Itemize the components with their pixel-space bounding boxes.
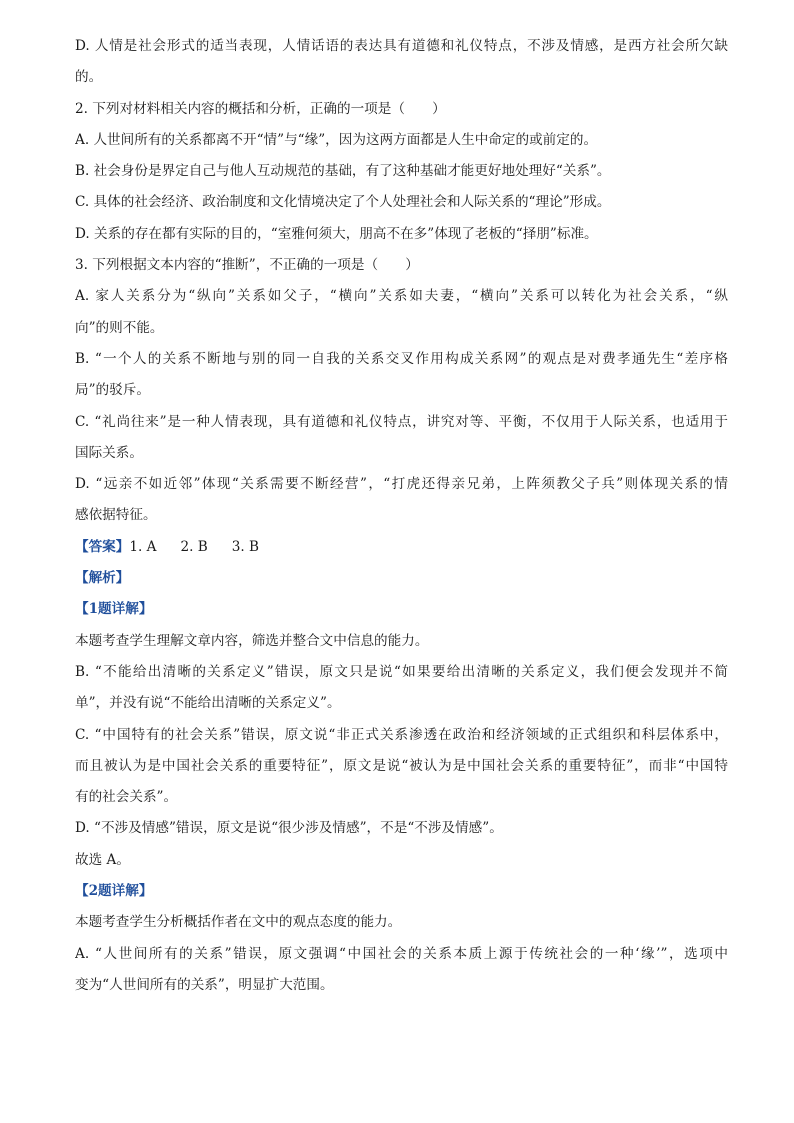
text-line: C. “礼尚往来”是一种人情表现，具有道德和礼仪特点，讲究对等、平衡，不仅用于人际关系，也适用于 bbox=[75, 413, 728, 430]
explanation-line: A. “人世间所有的关系”错误，原文强调“中国社会的关系本质上源于传统社会的一种‘缘’”，选项中 bbox=[75, 945, 728, 962]
text-line: 感依据特征。 bbox=[75, 507, 157, 524]
text-line: 局”的驳斥。 bbox=[75, 382, 150, 399]
text-line: D. “远亲不如近邻”体现“关系需要不断经营”，“打虎还得亲兄弟，上阵须教父子兵”则体现关系的情 bbox=[75, 476, 728, 493]
text-line: A. 家人关系分为“纵向”关系如父子，“横向”关系如夫妻，“横向”关系可以转化为社会关系，“纵 bbox=[75, 288, 728, 305]
explanation-line: 故选 A。 bbox=[75, 851, 130, 868]
answer-item-2: 2. B bbox=[180, 538, 208, 555]
text-line: D. 人情是社会形式的适当表现，人情话语的表达具有道德和礼仪特点，不涉及情感，是西方社会所欠缺 bbox=[75, 38, 728, 54]
explanation-line: 单”，并没有说“不能给出清晰的关系定义”。 bbox=[75, 695, 341, 712]
explanation-line: 变为“人世间所有的关系”，明显扩大范围。 bbox=[75, 976, 334, 993]
explanation-line: 【1题详解】 bbox=[75, 601, 153, 618]
text-line: A. 人世间所有的关系都离不开“情”与“缘”，因为这两方面都是人生中命定的或前定的。 bbox=[75, 131, 598, 148]
explanation-line: 本题考查学生理解文章内容，筛选并整合文中信息的能力。 bbox=[75, 632, 429, 649]
text-line: C. 具体的社会经济、政治制度和文化情境决定了个人处理社会和人际关系的“理论”形成。 bbox=[75, 194, 611, 211]
text-line: D. 关系的存在都有实际的目的，“室雅何须大，朋高不在多”体现了老板的“择朋”标准。 bbox=[75, 225, 598, 242]
text-line: 3. 下列根据文本内容的“推断”，不正确的一项是（ ） bbox=[75, 257, 419, 274]
text-line: 2. 下列对材料相关内容的概括和分析，正确的一项是（ ） bbox=[75, 100, 446, 117]
explanation-block bbox=[75, 594, 728, 1001]
explanation-line: D. “不涉及情感”错误，原文是说“很少涉及情感”，不是“不涉及情感”。 bbox=[75, 820, 503, 837]
text-line: 国际关系。 bbox=[75, 444, 143, 461]
explanation-line: B. “不能给出清晰的关系定义”错误，原文只是说“如果要给出清晰的关系定义，我们便会发现并不简 bbox=[75, 663, 728, 680]
answer-label: 【答案】 bbox=[75, 538, 130, 555]
text-line: B. 社会身份是界定自己与他人互动规范的基础，有了这种基础才能更好地处理好“关系”。 bbox=[75, 163, 611, 180]
answer-item-3: 3. B bbox=[231, 538, 260, 555]
explanation-line: 本题考查学生分析概括作者在文中的观点态度的能力。 bbox=[75, 914, 402, 931]
explanation-line: C. “中国特有的社会关系”错误，原文说“非正式关系渗透在政治和经济领域的正式组织和科层体系中， bbox=[75, 726, 728, 743]
explanation-line: 而且被认为是中国社会关系的重要特征”，原文是说“被认为是中国社会关系的重要特征”，而非“中国特 bbox=[75, 757, 728, 774]
question-block bbox=[75, 31, 728, 532]
text-line: 向”的则不能。 bbox=[75, 319, 164, 336]
answer-line bbox=[75, 532, 728, 563]
answer-item-1: 1. A bbox=[129, 538, 157, 555]
analysis-label: 【解析】 bbox=[75, 570, 130, 587]
text-line: 的。 bbox=[75, 69, 103, 86]
explanation-line: 【2题详解】 bbox=[75, 883, 153, 900]
explanation-line: 有的社会关系”。 bbox=[75, 789, 178, 806]
text-line: B. “一个人的关系不断地与别的同一自我的关系交叉作用构成关系网”的观点是对费孝通先生“差序格 bbox=[75, 350, 728, 367]
